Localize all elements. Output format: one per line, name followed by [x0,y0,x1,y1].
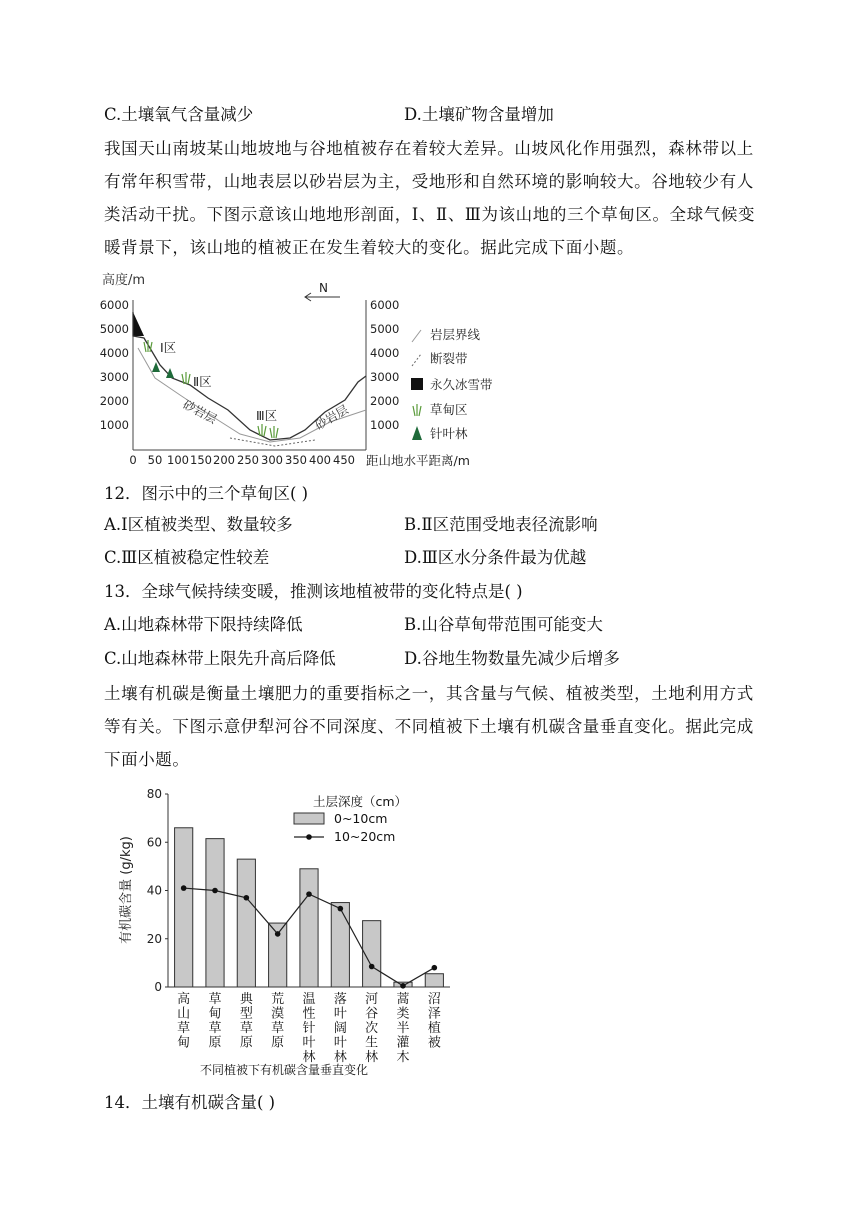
y-tick-label: 0 [154,980,162,994]
x-category-label: 荒漠草原 [271,992,285,1051]
q13-stem: 13．全球气候持续变暖，推测该地植被带的变化特点是( ) [104,582,523,601]
x-tick: 200 [213,453,235,467]
x-tick: 400 [309,453,331,467]
point-10-20cm [338,906,344,912]
chart-title: 不同植被下有机碳含量垂直变化 [199,1063,369,1077]
y-tick-left: 3000 [100,370,129,384]
x-category-label: 草甸草原 [208,992,222,1051]
y-tick-label: 20 [146,931,162,946]
rock-layer-label-right: 砂岩层 [312,402,351,433]
rock-boundary-line [138,348,366,442]
q13-option-c: C.山地森林带上限先升高后降低 [104,649,336,668]
q12-option-b: B.Ⅱ区范围受地表径流影响 [404,515,598,534]
q14-stem: 14．土壤有机碳含量( ) [104,1093,276,1112]
q13-option-d: D.谷地生物数量先减少后增多 [404,649,620,668]
point-10-20cm [212,888,218,894]
y-tick-left: 6000 [100,298,129,312]
passage-1: 我国天山南坡某山地坡地与谷地植被存在着较大差异。山坡风化作用强烈，森林带以上有常年积雪带，山地表层以砂岩层为主，受地形和自然环境的影响较大。谷地较少有人类活动干扰。下图示意该山地地形剖面，Ⅰ、Ⅱ、Ⅲ为该山地的三个草甸区。全球气候变暖背景下，该山地的植被正在发生着较大的变化。据此完成下面小题。 [104,139,756,257]
zone-2-label: Ⅱ区 [193,374,212,389]
y-tick-right: 4000 [370,346,400,360]
x-tick: 100 [167,453,189,467]
x-tick: 300 [261,453,283,467]
y-tick-right: 2000 [370,394,400,408]
q13-option-a: A.山地森林带下限持续降低 [104,615,303,634]
point-10-20cm [275,931,281,937]
x-category-label: 沼泽植被 [427,992,441,1051]
y-tick-left: 1000 [100,418,129,432]
x-category-label: 高山草甸 [177,992,191,1051]
x-tick: 250 [237,453,259,467]
zone-3-label: Ⅲ区 [256,408,278,423]
x-category-label: 蒿类半灌木 [396,992,410,1065]
point-10-20cm [306,891,312,897]
legend-series-1: 0~10cm [334,811,388,826]
legend-fault-label: 断裂带 [430,351,468,366]
x-category-label: 温性针叶林 [302,992,316,1065]
bar-0-10cm [331,903,349,987]
north-label: N [319,281,328,295]
x-category-label: 典型草原 [239,992,253,1051]
legend-meadow-label: 草甸区 [430,402,468,417]
conifer-icon [152,362,174,378]
x-tick: 0 [129,453,137,467]
point-10-20cm [181,885,187,891]
bar-0-10cm [206,839,224,987]
q11-option-d: D.土壤矿物含量增加 [404,105,554,124]
x-tick: 350 [285,453,307,467]
x-axis-title: 距山地水平距离/m [366,453,470,468]
legend-series-2: 10~20cm [334,829,396,844]
legend-snow-label: 永久冰雪带 [430,377,493,392]
y-tick-label: 80 [146,787,162,801]
y-tick-left: 4000 [100,346,129,360]
passage-2: 土壤有机碳是衡量土壤肥力的重要指标之一，其含量与气候、植被类型，土地利用方式等有关。下图示意伊犁河谷不同深度、不同植被下土壤有机碳含量垂直变化。据此完成下面小题。 [104,684,754,769]
y-tick-label: 40 [146,883,162,898]
point-10-20cm [244,895,250,901]
permanent-snow-band [133,312,144,336]
x-tick: 450 [333,453,355,467]
q12-stem: 12．图示中的三个草甸区( ) [104,484,309,503]
y-tick-left: 5000 [100,322,129,336]
q11-option-c: C.土壤氧气含量减少 [104,105,254,124]
point-10-20cm [400,983,406,989]
legend-boundary-label: 岩层界线 [430,327,481,342]
terrain-profile-figure [100,270,520,480]
q12-option-a: A.Ⅰ区植被类型、数量较多 [104,515,293,534]
y-axis-label: 有机碳含量 (g/kg) [119,836,134,944]
x-category-label: 河谷次生林 [365,992,379,1065]
q13-option-b: B.山谷草甸带范围可能变大 [404,615,603,634]
chart-legend [294,794,407,844]
figure-legend [411,327,493,441]
q12-option-c: C.Ⅲ区植被稳定性较差 [104,548,270,567]
zone-1-label: Ⅰ区 [160,340,177,355]
y-tick-right: 3000 [370,370,400,384]
y-tick-right: 5000 [370,322,400,336]
bar-0-10cm [300,869,318,987]
point-10-20cm [432,965,438,971]
q12-option-d: D.Ⅲ区水分条件最为优越 [404,548,587,567]
bar-0-10cm [175,828,193,987]
x-category-label: 落叶阔叶林 [333,992,347,1065]
x-tick: 50 [147,453,163,467]
rock-layer-label-left: 砂岩层 [180,397,219,427]
soil-carbon-chart [108,784,468,1084]
legend-title: 土层深度（cm） [312,794,408,809]
y-tick-right: 1000 [370,418,400,432]
point-10-20cm [369,964,375,970]
bar-0-10cm [425,974,443,987]
legend-conifer-label: 针叶林 [430,426,468,441]
x-tick: 150 [190,453,212,467]
bar-0-10cm [237,859,255,987]
y-tick-left: 2000 [100,394,129,408]
y-axis-title: 高度/m [102,273,146,288]
y-tick-label: 60 [146,835,162,850]
y-tick-right: 6000 [370,298,400,312]
